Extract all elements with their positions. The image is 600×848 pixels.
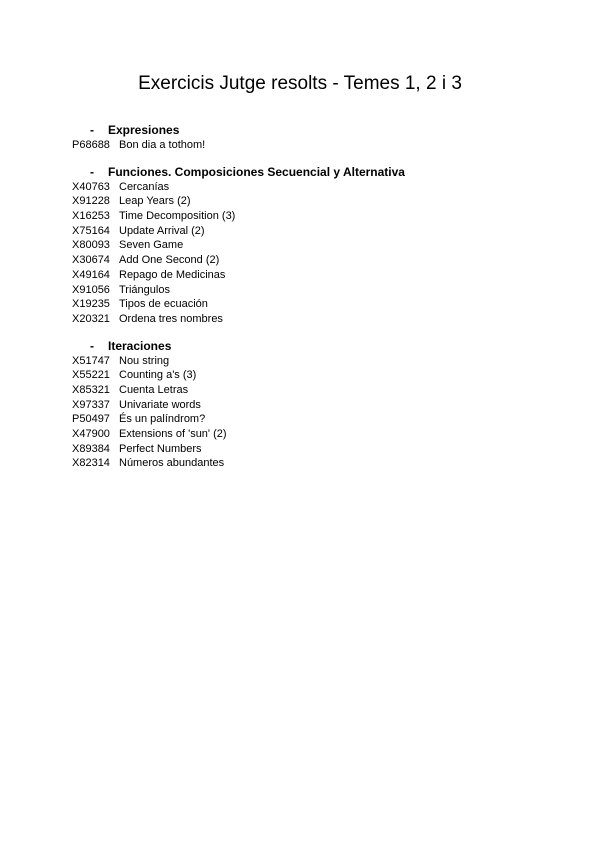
bullet-dash: - [90, 338, 94, 353]
exercise-title: Time Decomposition (3) [119, 210, 236, 223]
exercise-title: Nou string [119, 354, 170, 367]
exercise-row [72, 253, 532, 268]
exercise-title: Cuenta Letras [119, 383, 189, 396]
exercise-row [72, 283, 532, 298]
exercise-title: Repago de Medicinas [119, 268, 226, 281]
exercise-title: Leap Years (2) [119, 195, 191, 208]
exercise-row [72, 297, 532, 312]
section-heading-label: Funciones. Composiciones Secuencial y Alternativa [108, 164, 405, 179]
exercise-row [72, 224, 532, 239]
exercise-row [72, 238, 532, 253]
exercise-row [72, 354, 532, 369]
exercise-title: Números abundantes [119, 457, 225, 470]
bullet-dash: - [90, 123, 94, 137]
exercise-title: Ordena tres nombres [119, 312, 223, 325]
exercise-code: X85321 [72, 383, 110, 396]
section-heading-label: Iteraciones [108, 338, 172, 353]
exercise-code: X19235 [72, 298, 110, 311]
exercise-code: X91056 [72, 283, 110, 296]
exercise-title: Triángulos [119, 283, 170, 296]
exercise-row [72, 138, 532, 153]
exercise-row [72, 180, 532, 195]
exercise-code: X82314 [72, 457, 110, 470]
exercise-code: X30674 [72, 254, 110, 267]
exercise-title: Univariate words [119, 398, 201, 411]
exercise-code: X49164 [72, 268, 110, 281]
exercise-code: X97337 [72, 398, 110, 411]
exercise-title: Counting a's (3) [119, 369, 197, 382]
exercise-code: X47900 [72, 428, 110, 440]
section-iteraciones [72, 338, 532, 472]
exercise-row [72, 456, 532, 471]
exercise-title: Perfect Numbers [119, 442, 202, 455]
exercise-code: X40763 [72, 180, 110, 193]
exercise-code: X75164 [72, 224, 110, 237]
section-funciones [72, 164, 532, 327]
section-heading [72, 164, 532, 180]
exercise-list [72, 122, 532, 482]
exercise-row [72, 383, 532, 398]
exercise-row [72, 268, 532, 283]
exercise-title: Update Arrival (2) [119, 224, 205, 237]
exercise-code: X80093 [72, 239, 110, 252]
section-heading [72, 122, 532, 138]
exercise-row [72, 442, 532, 457]
exercise-title: Extensions of 'sun' (2) [119, 428, 227, 440]
exercise-row [72, 312, 532, 327]
bullet-dash: - [90, 164, 94, 179]
exercise-code: P68688 [72, 139, 110, 151]
exercise-row [72, 368, 532, 383]
exercise-code: X16253 [72, 210, 110, 223]
section-expresiones [72, 122, 532, 153]
section-heading [72, 338, 532, 354]
page-title: Exercicis Jutge resolts - Temes 1, 2 i 3 [138, 73, 462, 94]
exercise-title: Add One Second (2) [119, 254, 220, 267]
exercise-title: Bon dia a tothom! [119, 139, 206, 151]
exercise-row [72, 194, 532, 209]
exercise-title: Cercanías [119, 180, 170, 193]
exercise-title: Seven Game [119, 239, 184, 252]
exercise-row [72, 209, 532, 224]
exercise-code: X91228 [72, 195, 110, 208]
exercise-row [72, 427, 532, 442]
exercise-row [72, 412, 532, 427]
exercise-code: X51747 [72, 354, 110, 367]
exercise-code: X55221 [72, 369, 110, 382]
exercise-code: P50497 [72, 413, 110, 426]
exercise-code: X89384 [72, 442, 110, 455]
section-heading-label: Expresiones [108, 123, 180, 137]
exercise-title: És un palíndrom? [119, 413, 206, 426]
exercise-row [72, 398, 532, 413]
exercise-title: Tipos de ecuación [119, 298, 208, 311]
exercise-code: X20321 [72, 312, 110, 325]
